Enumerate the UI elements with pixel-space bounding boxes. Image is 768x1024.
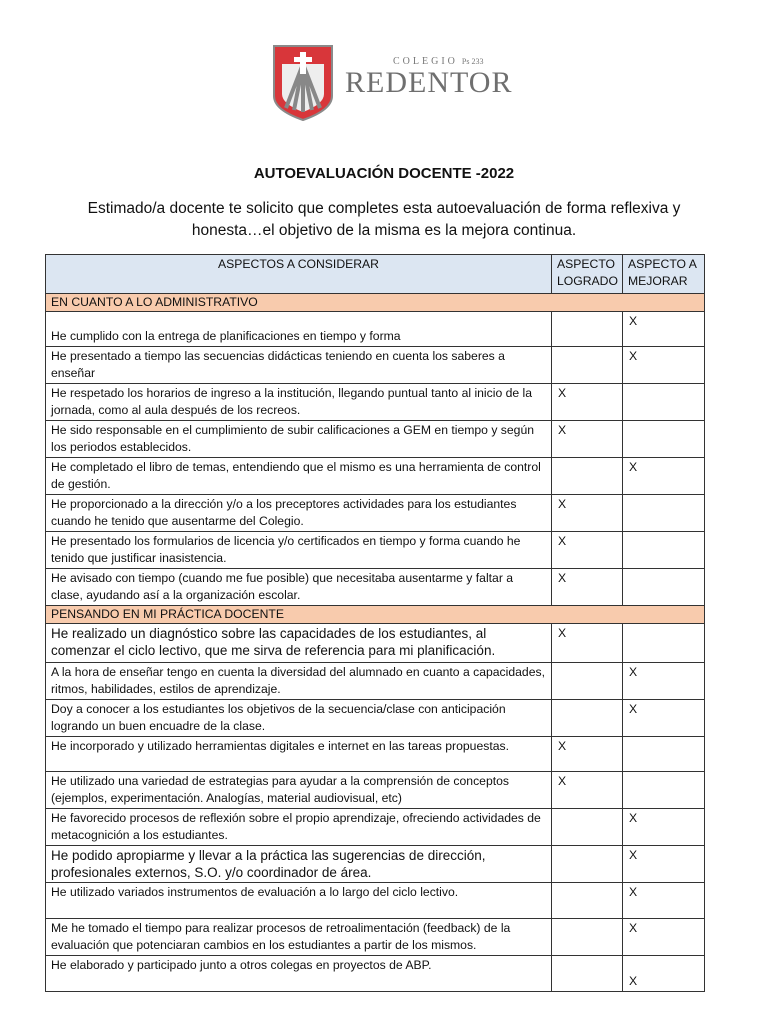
table-row [46,919,705,956]
improve-mark [623,532,705,569]
table-row [46,883,705,919]
improve-mark: X [623,919,705,956]
document-title: AUTOEVALUACIÓN DOCENTE -2022 [253,165,515,182]
table-row [46,772,705,809]
evaluation-table [45,254,705,992]
aspect-text: He sido responsable en el cumplimiento de subir calificaciones a GEM en tiempo y según los periodos establecidos. [46,421,552,458]
table-row [46,312,705,347]
achieved-mark: X [552,421,623,458]
achieved-mark [552,809,623,846]
improve-mark [623,624,705,663]
improve-mark: X [623,458,705,495]
aspect-text: Doy a conocer a los estudiantes los objetivos de la secuencia/clase con anticipación logrando un buen encuadre de la clase. [46,700,552,737]
achieved-mark: X [552,569,623,606]
aspect-text: He cumplido con la entrega de planificaciones en tiempo y forma [46,312,552,347]
aspect-text: He proporcionado a la dirección y/o a los preceptores actividades para los estudiantes cuando he tenido que ausentarme del Colegio. [46,495,552,532]
achieved-mark [552,883,623,919]
aspect-text: He utilizado variados instrumentos de evaluación a lo largo del ciclo lectivo. [46,883,552,919]
table-row [46,495,705,532]
improve-mark: X [623,312,705,347]
aspect-text: He completado el libro de temas, entendiendo que el mismo es una herramienta de control de gestión. [46,458,552,495]
table-row [46,569,705,606]
section-row [46,606,705,624]
table-row [46,846,705,883]
aspect-text: He avisado con tiempo (cuando me fue posible) que necesitaba ausentarme y faltar a clase, ayudando así a la organización escolar. [46,569,552,606]
achieved-mark: X [552,495,623,532]
achieved-mark: X [552,384,623,421]
achieved-mark: X [552,772,623,809]
achieved-mark [552,312,623,347]
brand-name: REDENTOR [345,66,513,99]
achieved-mark [552,347,623,384]
improve-mark [623,737,705,772]
table-row [46,663,705,700]
table-row [46,384,705,421]
header-improve: ASPECTO A MEJORAR [623,255,705,294]
improve-mark: X [623,347,705,384]
achieved-mark [552,458,623,495]
achieved-mark: X [552,737,623,772]
aspect-text: He presentado a tiempo las secuencias didácticas teniendo en cuenta los saberes a enseñar [46,347,552,384]
table-row [46,421,705,458]
achieved-mark [552,663,623,700]
table-header-row [46,255,705,294]
improve-mark [623,495,705,532]
table-row [46,624,705,663]
aspect-text: He realizado un diagnóstico sobre las capacidades de los estudiantes, al comenzar el ciclo lectivo, que me sirva de referencia para mi planificación. [46,624,552,663]
aspect-text: He elaborado y participado junto a otros colegas en proyectos de ABP. [46,956,552,992]
improve-mark [623,421,705,458]
table-row [46,532,705,569]
aspect-text: He presentado los formularios de licencia y/o certificados en tiempo y forma cuando he tenido que justificar inasistencia. [46,532,552,569]
improve-mark: X [623,700,705,737]
improve-mark [623,569,705,606]
header-aspects: ASPECTOS A CONSIDERAR [46,255,552,294]
table-row [46,700,705,737]
section-title: EN CUANTO A LO ADMINISTRATIVO [46,294,705,312]
improve-mark: X [623,956,705,992]
aspect-text: He favorecido procesos de reflexión sobre el propio aprendizaje, ofreciendo actividades de metacognición a los estudiantes. [46,809,552,846]
improve-mark: X [623,846,705,883]
achieved-mark [552,919,623,956]
achieved-mark [552,846,623,883]
aspect-text: He respetado los horarios de ingreso a la institución, llegando puntual tanto al inicio de la jornada, como al aula después de los recreos. [46,384,552,421]
improve-mark: X [623,663,705,700]
aspect-text: He utilizado una variedad de estrategias para ayudar a la comprensión de conceptos (ejemplos, experimentación. Analogías, material audiovisual, etc) [46,772,552,809]
brand-subtitle: COLEGIO Ps 233 [393,56,484,67]
school-crest-logo [272,44,334,122]
aspect-text: He podido apropiarme y llevar a la práctica las sugerencias de dirección, profesionales externos, S.O. y/o coordinador de área. [46,846,552,883]
improve-mark [623,384,705,421]
section-title: PENSANDO EN MI PRÁCTICA DOCENTE [46,606,705,624]
improve-mark: X [623,809,705,846]
table-row [46,737,705,772]
table-row [46,809,705,846]
improve-mark [623,772,705,809]
header-achieved: ASPECTO LOGRADO [552,255,623,294]
achieved-mark: X [552,624,623,663]
achieved-mark [552,956,623,992]
aspect-text: He incorporado y utilizado herramientas digitales e internet en las tareas propuestas. [46,737,552,772]
aspect-text: A la hora de enseñar tengo en cuenta la diversidad del alumnado en cuanto a capacidades, ritmos, habilidades, estilos de aprendizaje. [46,663,552,700]
achieved-mark [552,700,623,737]
section-row [46,294,705,312]
table-row [46,458,705,495]
intro-text: Estimado/a docente te solicito que completes esta autoevaluación de forma reflexiva y honesta…el objetivo de la misma es la mejora continua. [87,200,681,239]
improve-mark: X [623,883,705,919]
aspect-text: Me he tomado el tiempo para realizar procesos de retroalimentación (feedback) de la evaluación que potenciaran cambios en los estudiantes a partir de los mismos. [46,919,552,956]
table-row [46,956,705,992]
achieved-mark: X [552,532,623,569]
table-row [46,347,705,384]
